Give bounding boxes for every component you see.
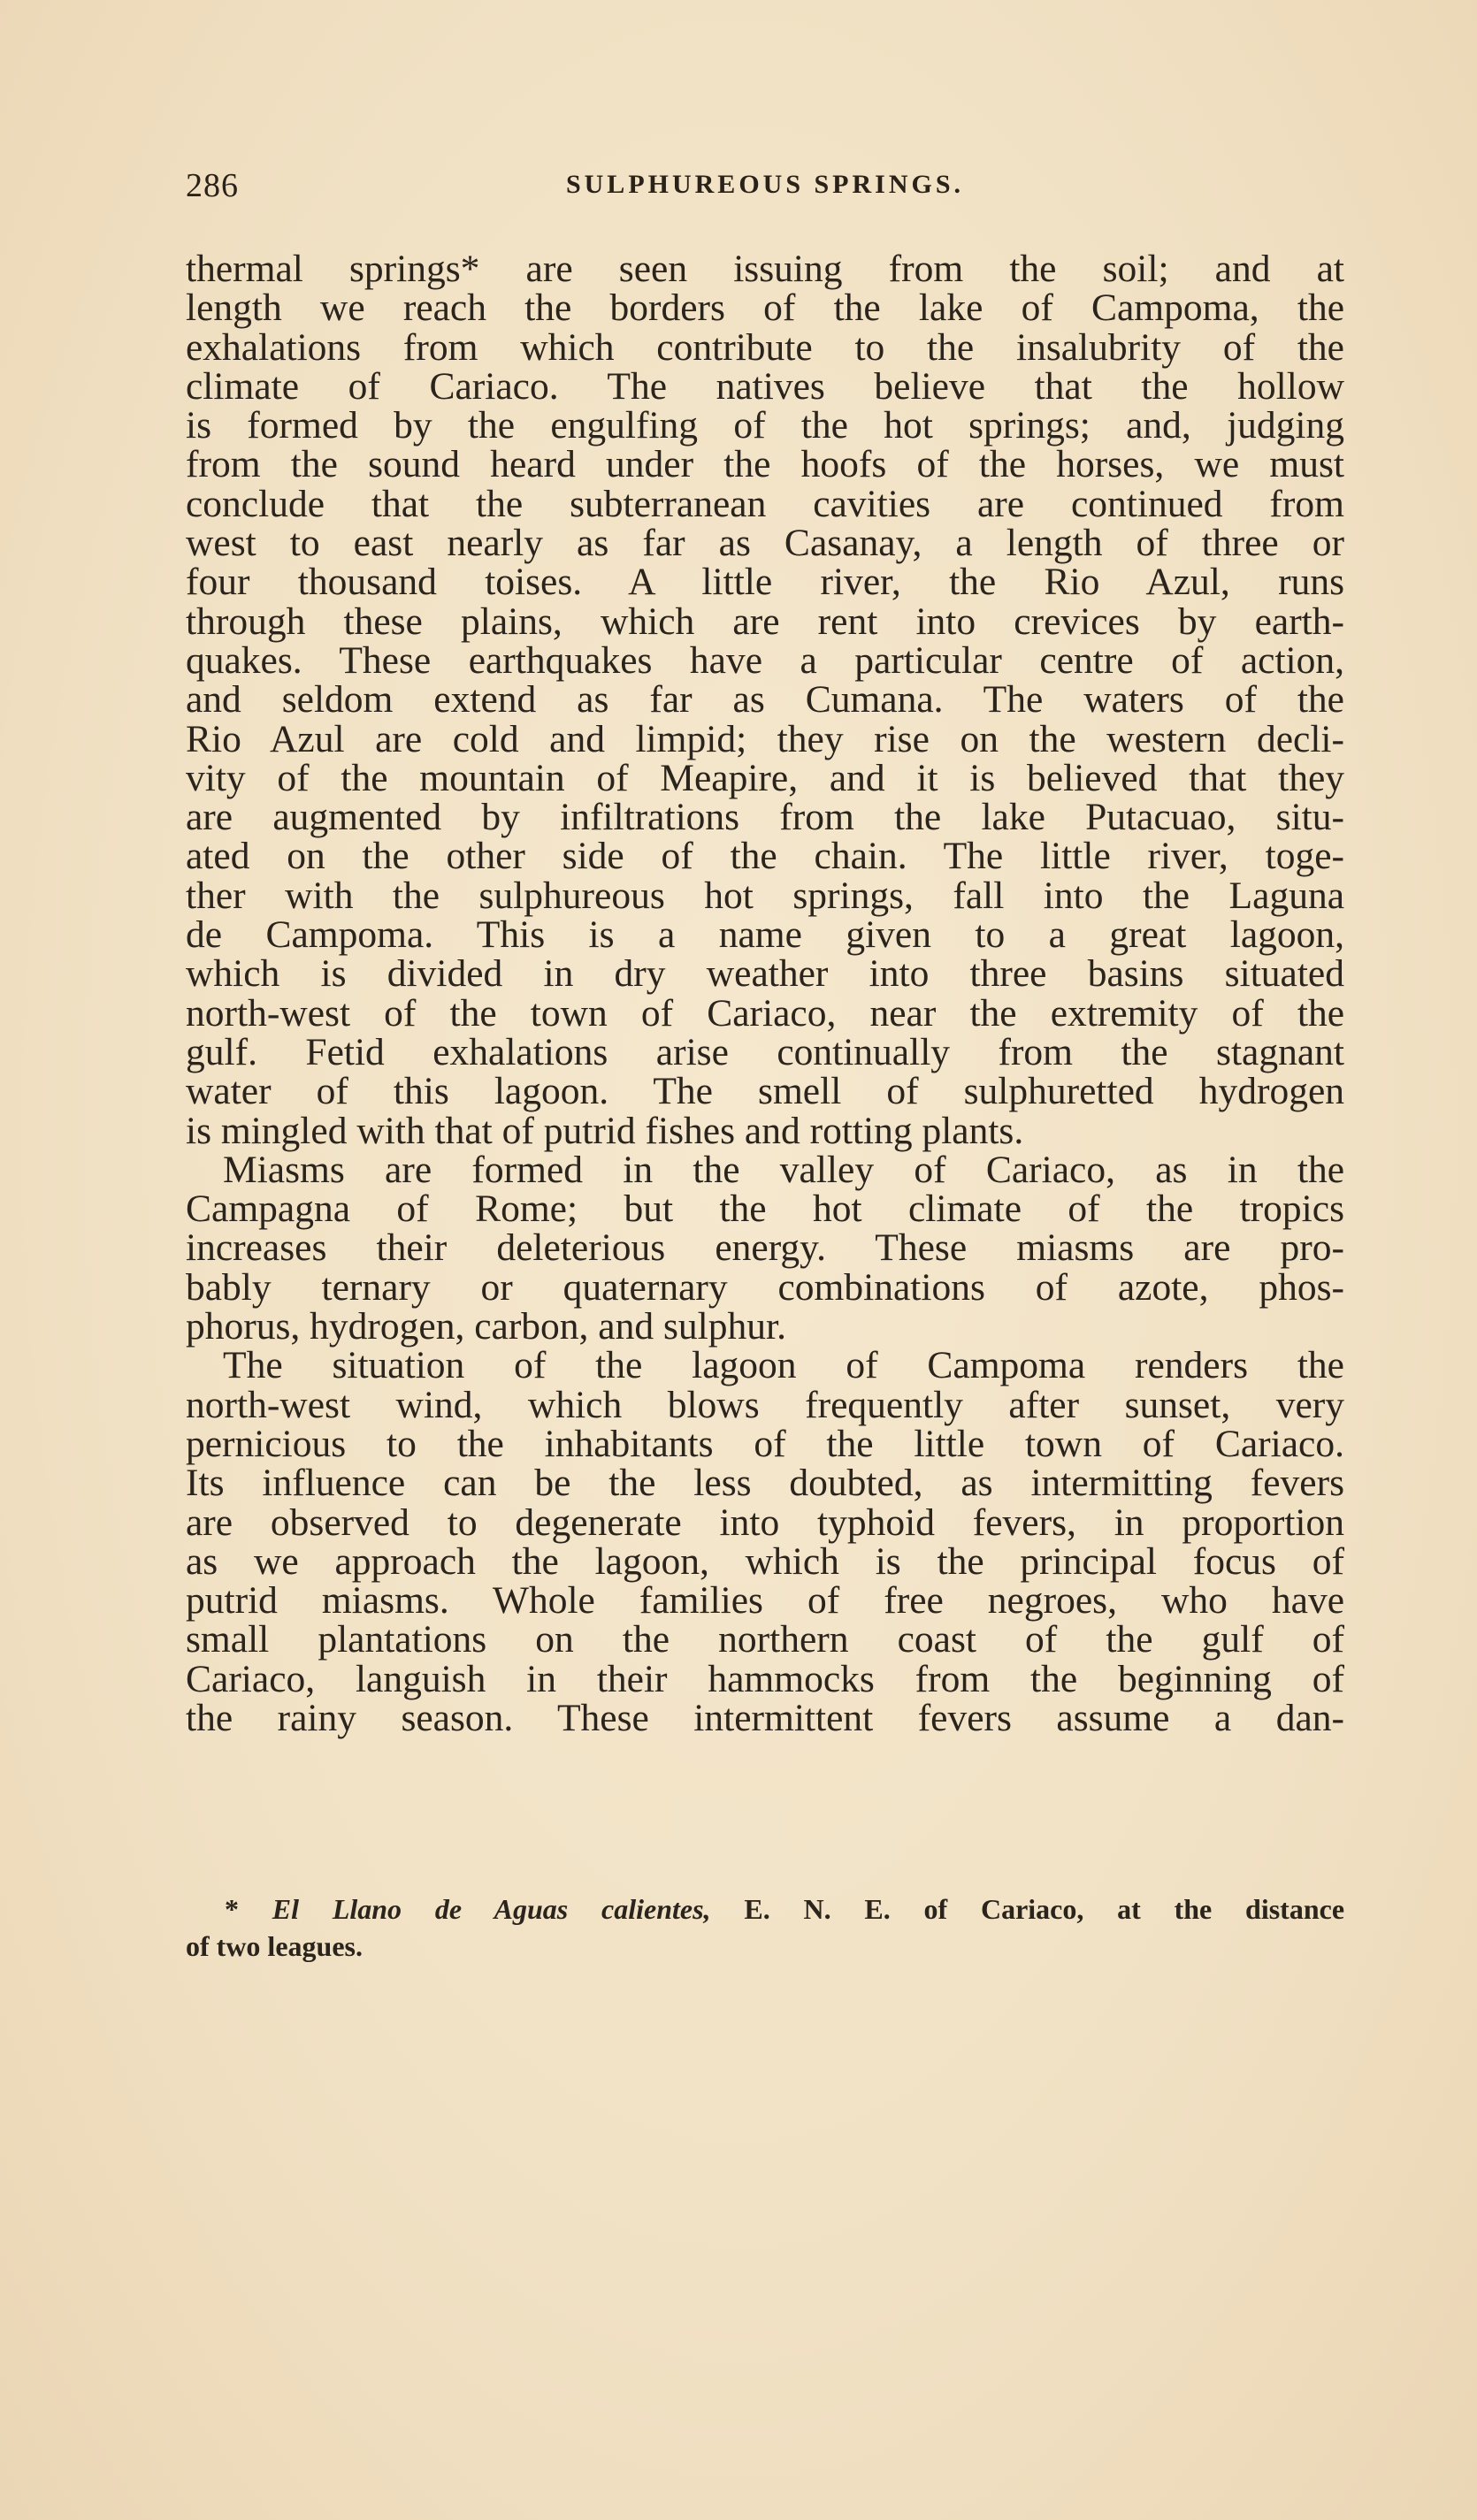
text-line: putrid miasms. Whole families of free negroes, who have xyxy=(186,1579,1344,1623)
text-line: Its influence can be the less doubted, as intermitting fevers xyxy=(186,1462,1344,1505)
footnote-line xyxy=(186,1890,1344,1928)
footnote-text: E. N. E. of Cariaco, at the distance xyxy=(744,1893,1345,1925)
text-line: west to east nearly as far as Casanay, a length of three or xyxy=(186,522,1344,565)
text-line: quakes. These earthquakes have a particular centre of action, xyxy=(186,638,1344,682)
text-line: Rio Azul are cold and limpid; they rise on the western decli- xyxy=(186,717,1344,760)
paragraph-start-line: Miasms are formed in the valley of Cariaco, as in the xyxy=(223,1148,1344,1191)
running-title: SULPHUREOUS SPRINGS. xyxy=(565,170,965,199)
page-number: 286 xyxy=(186,167,239,204)
text-line: is formed by the engulfing of the hot springs; and, judging xyxy=(186,404,1344,447)
text-line: are observed to degenerate into typhoid fevers, in proportion xyxy=(186,1501,1344,1544)
text-line: Cariaco, languish in their hammocks from the beginning of xyxy=(186,1657,1344,1700)
text-line: increases their deleterious energy. These miasms are pro- xyxy=(186,1226,1344,1270)
text-line: length we reach the borders of the lake of Campoma, the xyxy=(186,286,1344,330)
footnote-marker: * xyxy=(225,1893,239,1925)
text-line: are augmented by infiltrations from the lake Putacuao, situ- xyxy=(186,796,1344,839)
text-line: Campagna of Rome; but the hot climate of the tropics xyxy=(186,1187,1344,1231)
text-line: thermal springs* are seen issuing from the soil; and at xyxy=(186,248,1344,290)
text-line: conclude that the subterranean cavities are continued from xyxy=(186,482,1344,525)
text-line: which is divided in dry weather into three basins situated xyxy=(186,952,1344,996)
text-line: de Campoma. This is a name given to a great lagoon, xyxy=(186,913,1344,957)
body-text xyxy=(186,249,1344,1737)
text-line: north-west wind, which blows frequently after sunset, very xyxy=(186,1383,1344,1426)
footnote-italic-text: El Llano de Aguas calientes, xyxy=(272,1893,711,1925)
text-line: north-west of the town of Cariaco, near the extremity of the xyxy=(186,991,1344,1035)
text-line: the rainy season. These intermittent fevers assume a dan- xyxy=(186,1696,1344,1739)
text-line: from the sound heard under the hoofs of the horses, we must xyxy=(186,443,1344,486)
text-line: phorus, hydrogen, carbon, and sulphur. xyxy=(186,1305,786,1348)
text-line: gulf. Fetid exhalations arise continually from the stagnant xyxy=(186,1030,1344,1073)
text-line: is mingled with that of putrid fishes and rotting plants. xyxy=(186,1109,1024,1152)
footnote xyxy=(186,1890,1344,1965)
text-line: bably ternary or quaternary combinations of azote, phos- xyxy=(186,1265,1344,1309)
paragraph-start-line: The situation of the lagoon of Campoma renders the xyxy=(223,1344,1344,1387)
text-line: water of this lagoon. The smell of sulphuretted hydrogen xyxy=(186,1070,1344,1113)
text-line: and seldom extend as far as Cumana. The waters of the xyxy=(186,678,1344,722)
text-line: climate of Cariaco. The natives believe that the hollow xyxy=(186,364,1344,408)
text-line: pernicious to the inhabitants of the little town of Cariaco. xyxy=(186,1422,1344,1465)
text-line: exhalations from which contribute to the insalubrity of the xyxy=(186,325,1344,369)
text-line: four thousand toises. A little river, the Rio Azul, runs xyxy=(186,561,1344,604)
footnote-line-2: of two leagues. xyxy=(186,1930,363,1962)
text-line: ther with the sulphureous hot springs, fall into the Laguna xyxy=(186,874,1344,917)
text-line: through these plains, which are rent into crevices by earth- xyxy=(186,599,1344,643)
text-line: ated on the other side of the chain. The little river, toge- xyxy=(186,835,1344,878)
text-line: as we approach the lagoon, which is the principal focus of xyxy=(186,1539,1344,1583)
text-line: vity of the mountain of Meapire, and it is believed that they xyxy=(186,756,1344,799)
text-line: small plantations on the northern coast of the gulf of xyxy=(186,1618,1344,1661)
page-header xyxy=(186,166,1344,219)
